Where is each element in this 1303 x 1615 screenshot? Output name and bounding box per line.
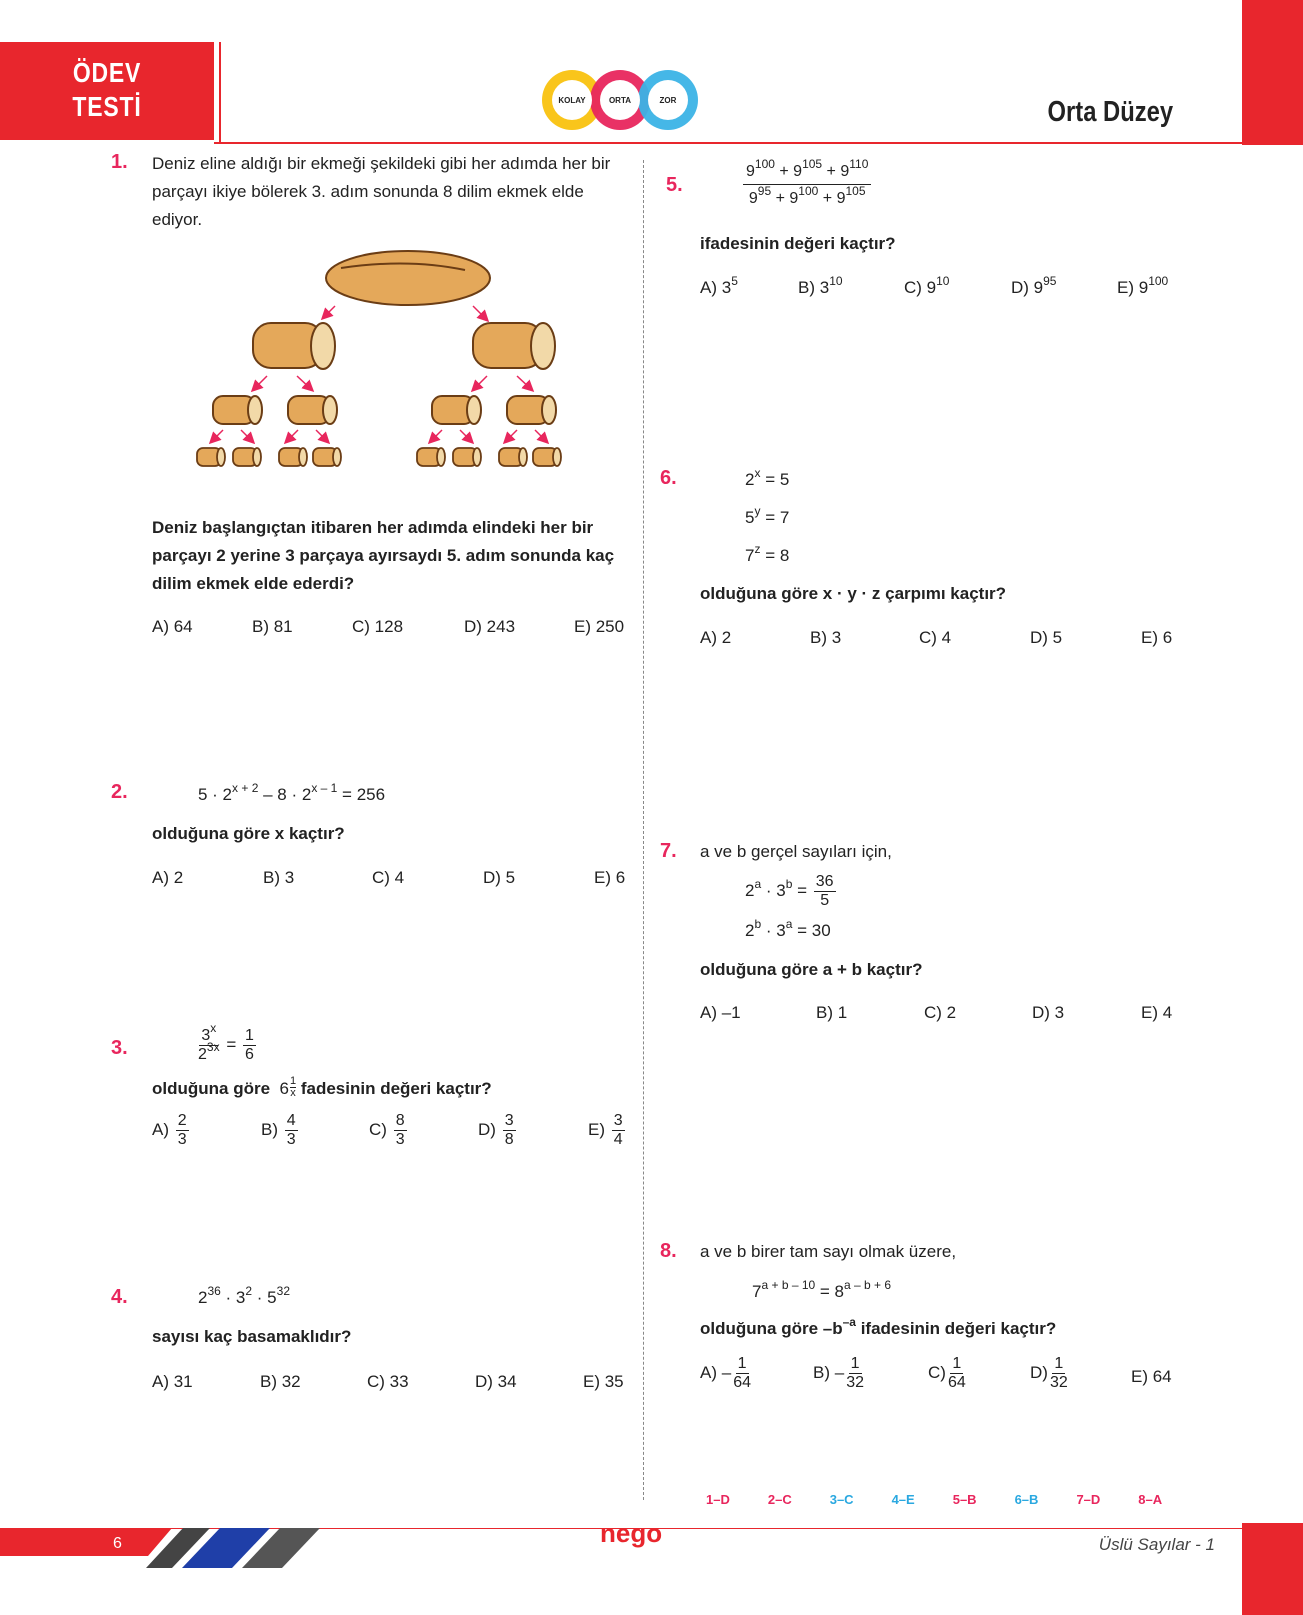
- whole-bread: [326, 251, 490, 305]
- q1-number: 1.: [111, 151, 128, 173]
- q2-option-d[interactable]: D) 5: [483, 868, 516, 887]
- q5-option-b[interactable]: B) $3^{10}$: [798, 274, 843, 297]
- q7-eq1: $2^a \cdot 3^b$ = $\frac{36}{5}$: [745, 873, 834, 909]
- q7-number: 7.: [660, 840, 677, 862]
- footer-stripes: [0, 1528, 330, 1568]
- q7-option-a[interactable]: A) –1: [700, 1003, 741, 1022]
- answer-2: 2–C: [767, 1492, 792, 1507]
- q5-fraction: $9^{100} + 9^{105} + 9^{110}$ $9^{95} + 9^{100} + 9^{105}$: [743, 160, 871, 211]
- answer-3: 3–C: [829, 1492, 854, 1507]
- q4-option-d[interactable]: D) 34: [475, 1372, 517, 1391]
- q3-option-d[interactable]: D) $\frac{3}{8}$: [478, 1112, 514, 1148]
- q1-option-a[interactable]: A) 64: [152, 617, 193, 636]
- q6-question: olduğuna göre x · y · z çarpımı kaçtır?: [700, 584, 1007, 603]
- q2-number: 2.: [111, 781, 128, 803]
- answer-6: 6–B: [1014, 1492, 1039, 1507]
- q3-question: olduğuna göre 6 $\frac{1}{x}$ fadesinin değeri kaçtır?: [152, 1075, 492, 1099]
- level-title: Orta Düzey: [1047, 96, 1173, 128]
- right-accent-bar: [1242, 0, 1303, 145]
- answer-5: 5–B: [952, 1492, 977, 1507]
- q6-option-c[interactable]: C) 4: [919, 628, 952, 647]
- q3-option-a[interactable]: A) $\frac{2}{3}$: [152, 1112, 187, 1148]
- q6-option-a[interactable]: A) 2: [700, 628, 732, 647]
- q7-option-e[interactable]: E) 4: [1141, 1003, 1173, 1022]
- q2-option-c[interactable]: C) 4: [372, 868, 405, 887]
- q6-option-e[interactable]: E) 6: [1141, 628, 1173, 647]
- q8-option-c[interactable]: C) $\frac{1}{64}$: [928, 1355, 966, 1391]
- q2-option-b[interactable]: B) 3: [263, 868, 295, 887]
- half-bread-left: [253, 323, 335, 369]
- q5-option-e[interactable]: E) $9^{100}$: [1117, 274, 1169, 297]
- q4-number: 4.: [111, 1286, 128, 1308]
- q4-option-a[interactable]: A) 31: [152, 1372, 193, 1391]
- q6-number: 6.: [660, 467, 677, 489]
- q8-intro: a ve b birer tam sayı olmak üzere,: [700, 1242, 957, 1261]
- quarter-breads: [213, 396, 556, 424]
- q6-option-b[interactable]: B) 3: [810, 628, 842, 647]
- q6-eq3: $7^z = 8$: [745, 542, 790, 565]
- answer-7: 7–D: [1076, 1492, 1101, 1507]
- difficulty-kolay: KOLAY: [558, 96, 586, 105]
- page-number: 6: [113, 1535, 122, 1552]
- q5-option-a[interactable]: A) $3^5$: [700, 274, 738, 297]
- q6-option-d[interactable]: D) 5: [1030, 628, 1063, 647]
- eighth-breads: [197, 448, 561, 466]
- q7-option-d[interactable]: D) 3: [1032, 1003, 1065, 1022]
- q3-number: 3.: [111, 1037, 128, 1059]
- q8-option-d[interactable]: D) $\frac{1}{32}$: [1030, 1355, 1068, 1391]
- q3-option-c[interactable]: C) $\frac{8}{3}$: [369, 1112, 405, 1148]
- q8-option-b[interactable]: B) – $\frac{1}{32}$: [813, 1355, 864, 1391]
- q2-option-a[interactable]: A) 2: [152, 868, 184, 887]
- q1-intro: Deniz eline aldığı bir ekmeği şekildeki gibi her adımda her bir parçayı ikiye bölerek 3. adım sonunda 8 dilim ekmek elde ediyor.: [152, 154, 611, 229]
- q8-number: 8.: [660, 1240, 677, 1262]
- q7-question: olduğuna göre a + b kaçtır?: [700, 960, 923, 979]
- column-divider: [643, 160, 644, 1500]
- half-bread-right: [473, 323, 555, 369]
- q1-option-c[interactable]: C) 128: [352, 617, 404, 636]
- header-rule: [214, 142, 1242, 144]
- q2-option-e[interactable]: E) 6: [594, 868, 626, 887]
- difficulty-orta: ORTA: [608, 96, 632, 105]
- q7-option-c[interactable]: C) 2: [924, 1003, 957, 1022]
- q8-question: olduğuna göre $-b^{-a}$ ifadesinin değeri kaçtır?: [700, 1315, 1057, 1338]
- header-divider: [219, 42, 221, 142]
- q1-option-e[interactable]: E) 250: [574, 617, 625, 636]
- footer-title: Üslü Sayılar - 1: [1098, 1535, 1215, 1554]
- q6-eq1: $2^x = 5$: [745, 466, 790, 489]
- q7-eq2: $2^b \cdot 3^a = 30$: [745, 917, 831, 940]
- q4-expression: $2^{36} \cdot 3^2 \cdot 5^{32}$: [198, 1284, 290, 1307]
- answer-1: 1–D: [706, 1492, 730, 1507]
- publisher-logo: nego: [600, 1518, 663, 1548]
- test-label-box: [0, 42, 214, 140]
- q8-option-e[interactable]: E) 64: [1131, 1367, 1172, 1386]
- q8-equation: $7^{a + b - 10} = 8^{a - b + 6}$: [752, 1278, 892, 1301]
- answer-key: [706, 1492, 1162, 1507]
- q4-option-b[interactable]: B) 32: [260, 1372, 301, 1391]
- q8-option-a[interactable]: A) – $\frac{1}{64}$: [700, 1355, 751, 1391]
- right-accent-bar-bottom: [1242, 1523, 1303, 1615]
- q7-intro: a ve b gerçel sayıları için,: [700, 842, 892, 861]
- q7-option-b[interactable]: B) 1: [816, 1003, 848, 1022]
- bread-division-figure: [195, 248, 585, 488]
- q5-question: ifadesinin değeri kaçtır?: [700, 234, 896, 253]
- difficulty-zor: ZOR: [659, 96, 677, 105]
- test-label-line2: TESTİ: [72, 91, 142, 122]
- q1-option-b[interactable]: B) 81: [252, 617, 293, 636]
- q4-question: sayısı kaç basamaklıdır?: [152, 1327, 352, 1346]
- q5-option-c[interactable]: C) $9^{10}$: [904, 274, 950, 297]
- difficulty-indicator: [540, 68, 702, 134]
- q5-number: 5.: [666, 174, 683, 196]
- q6-eq2: $5^y = 7$: [745, 504, 790, 527]
- answer-8: 8–A: [1138, 1492, 1163, 1507]
- q5-option-d[interactable]: D) $9^{95}$: [1011, 274, 1057, 297]
- q1-option-d[interactable]: D) 243: [464, 617, 516, 636]
- q4-option-c[interactable]: C) 33: [367, 1372, 409, 1391]
- q3-option-e[interactable]: E) $\frac{3}{4}$: [588, 1112, 623, 1148]
- q2-question: olduğuna göre x kaçtır?: [152, 824, 345, 843]
- q2-equation: $5 \cdot 2^{x + 2} - 8 \cdot 2^{x - 1} = 256$: [198, 781, 386, 804]
- q1-question: Deniz başlangıçtan itibaren her adımda elindeki her bir parçayı 2 yerine 3 parçaya ayırsaydı 5. adım sonunda kaç dilim ekmek elde ederdi?: [152, 518, 615, 593]
- q4-option-e[interactable]: E) 35: [583, 1372, 624, 1391]
- answer-4: 4–E: [891, 1492, 915, 1507]
- q3-equation: $\frac{3^x}{2^{3x}}$ = $\frac{1}{6}$: [198, 1021, 254, 1063]
- test-label-line1: ÖDEV: [72, 57, 142, 88]
- q3-option-b[interactable]: B) $\frac{4}{3}$: [261, 1112, 296, 1148]
